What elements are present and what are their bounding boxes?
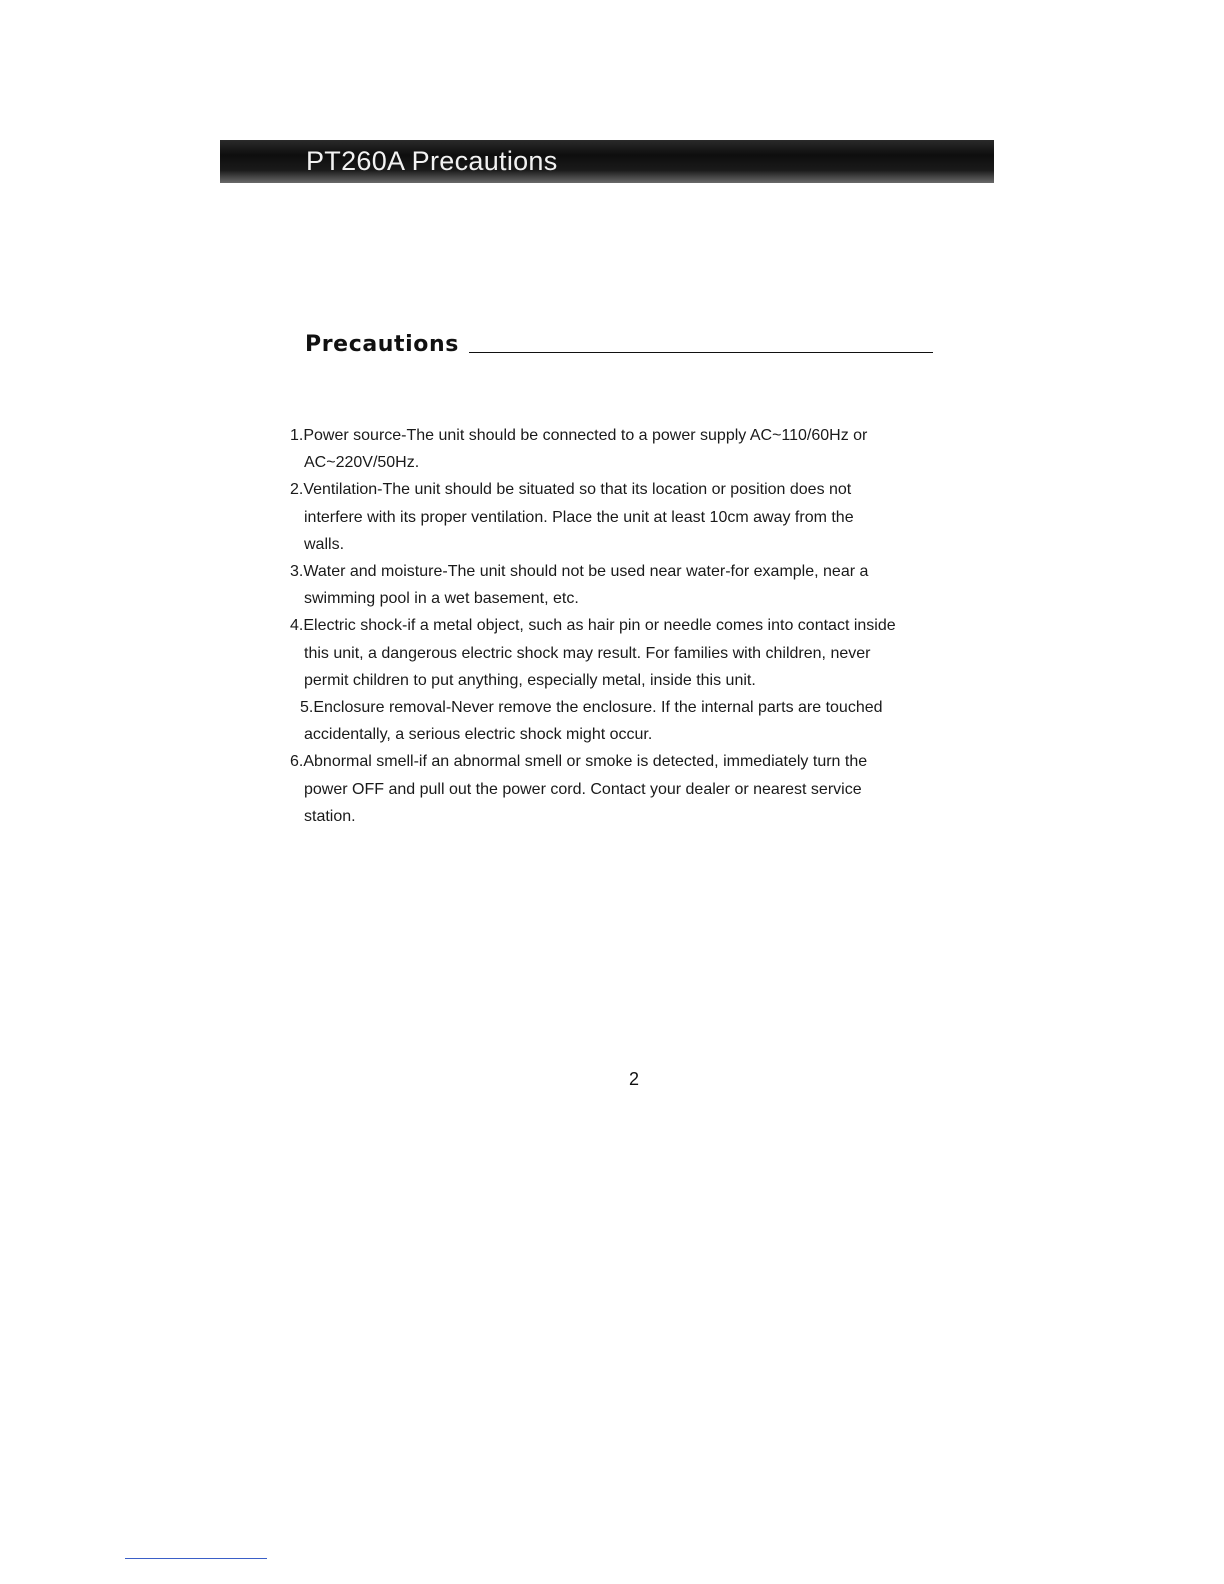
precaution-line: interfere with its proper ventilation. Place the unit at least 10cm away from the	[304, 508, 854, 526]
section-heading	[305, 332, 933, 360]
precaution-line: permit children to put anything, especially metal, inside this unit.	[304, 671, 756, 689]
precaution-line: 2.Ventilation-The unit should be situated so that its location or position does not	[290, 481, 852, 499]
precaution-line: 4.Electric shock-if a metal object, such as hair pin or needle comes into contact inside	[290, 617, 896, 635]
precaution-line: 1.Power source-The unit should be connected to a power supply AC~110/60Hz or	[290, 427, 868, 444]
precaution-line: swimming pool in a wet basement, etc.	[304, 590, 579, 608]
precautions-list	[290, 422, 980, 830]
precaution-item-electric-shock	[290, 612, 980, 694]
footer-divider	[125, 1558, 267, 1559]
header-bar	[220, 140, 994, 183]
precaution-line: accidentally, a serious electric shock might occur.	[304, 726, 653, 744]
precaution-line: this unit, a dangerous electric shock may result. For families with children, never	[304, 644, 871, 662]
precaution-line: walls.	[304, 535, 345, 553]
precaution-line: 3.Water and moisture-The unit should not be used near water-for example, near a	[290, 563, 869, 581]
precaution-item-enclosure-removal	[290, 694, 980, 748]
section-heading-text: Precautions	[305, 332, 459, 357]
precaution-line: AC~220V/50Hz.	[304, 454, 420, 472]
precaution-line: station.	[304, 807, 356, 825]
precaution-line: 5.Enclosure removal-Never remove the enclosure. If the internal parts are touched	[300, 699, 883, 717]
precaution-line: power OFF and pull out the power cord. Contact your dealer or nearest service	[304, 780, 862, 798]
precaution-item-water-moisture	[290, 558, 980, 612]
precaution-item-power-source	[290, 422, 980, 476]
section-divider	[469, 352, 933, 353]
precaution-item-ventilation	[290, 476, 980, 558]
page-title: PT260A Precautions	[306, 146, 558, 176]
precaution-item-abnormal-smell	[290, 748, 980, 830]
precaution-line: 6.Abnormal smell-if an abnormal smell or smoke is detected, immediately turn the	[290, 753, 868, 771]
page-number: 2	[628, 1069, 639, 1089]
